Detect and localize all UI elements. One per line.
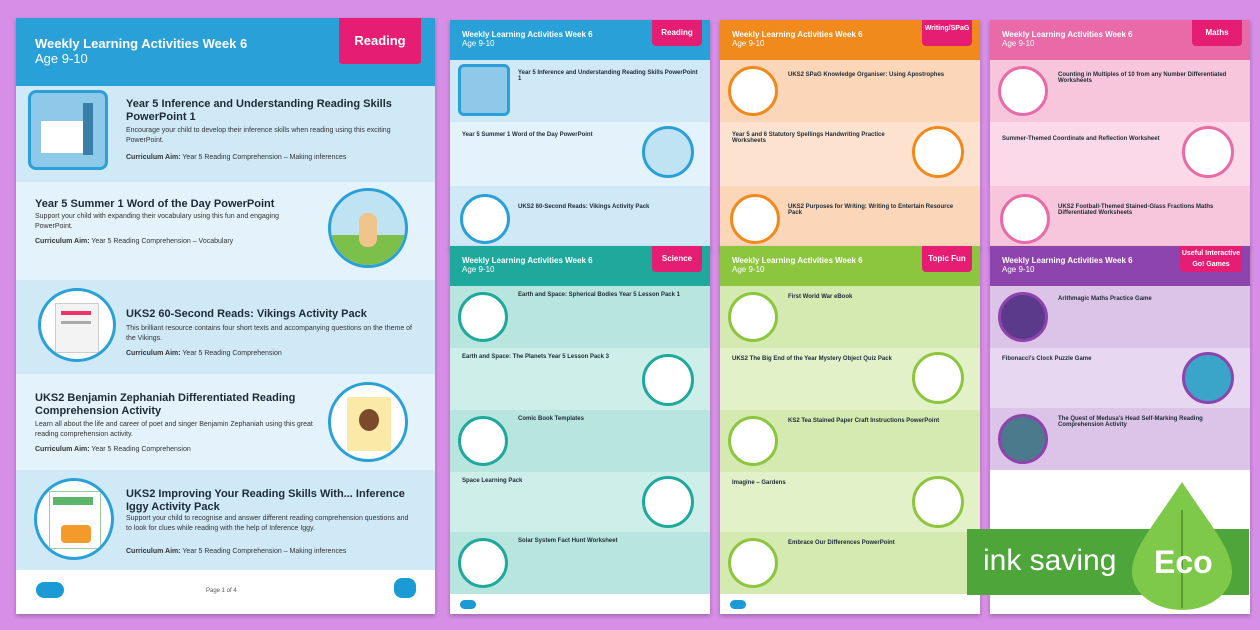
sheet-header bbox=[450, 20, 710, 60]
eco-tag: Eco bbox=[1154, 544, 1213, 580]
list-item[interactable] bbox=[720, 60, 980, 122]
subject-badge: Maths bbox=[1192, 20, 1242, 46]
sheet-age: Age 9-10 bbox=[462, 39, 495, 48]
resource-title: Comic Book Templates bbox=[518, 416, 584, 422]
resource-thumbnail bbox=[458, 64, 510, 116]
resource-thumbnail bbox=[642, 126, 694, 178]
sheet-header bbox=[720, 20, 980, 60]
reading-sheet-large bbox=[16, 18, 435, 614]
sheet-age: Age 9-10 bbox=[35, 51, 88, 66]
resource-thumbnail bbox=[728, 538, 778, 588]
reading-sheet bbox=[450, 20, 710, 250]
list-item[interactable] bbox=[16, 182, 435, 280]
science-sheet bbox=[450, 246, 710, 614]
resource-thumbnail bbox=[458, 538, 508, 588]
sheet-footer bbox=[16, 570, 435, 614]
twinkl-go-logo bbox=[394, 578, 416, 598]
resource-thumbnail bbox=[1000, 194, 1050, 244]
list-item[interactable] bbox=[990, 286, 1250, 348]
list-item[interactable] bbox=[16, 374, 435, 470]
subject-badge: Useful Interactive Go! Games bbox=[1180, 246, 1242, 272]
list-item[interactable] bbox=[450, 186, 710, 250]
resource-title: KS2 Tea Stained Paper Craft Instructions PowerPoint bbox=[788, 418, 940, 424]
resource-thumbnail bbox=[1182, 126, 1234, 178]
resource-thumbnail bbox=[460, 194, 510, 244]
resource-thumbnail bbox=[458, 292, 508, 342]
resource-thumbnail bbox=[728, 416, 778, 466]
list-item[interactable] bbox=[720, 410, 980, 472]
subject-badge: Science bbox=[652, 246, 702, 272]
resource-title: The Quest of Medusa's Head Self-Marking Reading Comprehension Activity bbox=[1058, 416, 1203, 428]
resource-title: Year 5 Inference and Understanding Reading Skills PowerPoint 1 bbox=[126, 98, 392, 123]
resource-title: Solar System Fact Hunt Worksheet bbox=[518, 538, 618, 544]
list-item[interactable] bbox=[720, 186, 980, 250]
sheet-age: Age 9-10 bbox=[732, 265, 765, 274]
resource-description: Support your child with expanding their vocabulary using this fun and engaging PowerPoint. bbox=[35, 213, 279, 230]
resource-description: Learn all about the life and career of poet and singer Benjamin Zephaniah using this great reading comprehension activity. bbox=[35, 421, 313, 438]
resource-title: UKS2 Benjamin Zephaniah Differentiated Reading Comprehension Activity bbox=[35, 392, 296, 417]
list-item[interactable] bbox=[450, 60, 710, 122]
resource-title: Arithmagic Maths Practice Game bbox=[1058, 296, 1152, 302]
list-item[interactable] bbox=[16, 280, 435, 374]
resource-thumbnail bbox=[458, 416, 508, 466]
resource-title: Embrace Our Differences PowerPoint bbox=[788, 540, 895, 546]
sheet-title: Weekly Learning Activities Week 6 bbox=[35, 36, 248, 51]
resource-thumbnail bbox=[642, 354, 694, 406]
list-item[interactable] bbox=[720, 122, 980, 186]
sheet-title: Weekly Learning Activities Week 6 bbox=[1002, 30, 1133, 39]
sheet-header bbox=[16, 18, 435, 86]
list-item[interactable] bbox=[990, 60, 1250, 122]
resource-title: Counting in Multiples of 10 from any Number Differentiated Worksheets bbox=[1058, 72, 1227, 84]
resource-title: Year 5 Inference and Understanding Reading Skills PowerPoint 1 bbox=[518, 70, 698, 82]
twinkl-logo bbox=[730, 600, 746, 609]
list-item[interactable] bbox=[450, 410, 710, 472]
maths-sheet bbox=[990, 20, 1250, 250]
resource-title: Year 5 Summer 1 Word of the Day PowerPoint bbox=[462, 132, 593, 138]
list-item[interactable] bbox=[990, 348, 1250, 408]
subject-badge: Topic Fun bbox=[922, 246, 972, 272]
resource-title: Space Learning Pack bbox=[462, 478, 523, 484]
resource-thumbnail bbox=[328, 188, 408, 268]
list-item[interactable] bbox=[450, 122, 710, 186]
sheet-title: Weekly Learning Activities Week 6 bbox=[732, 30, 863, 39]
resource-thumbnail bbox=[34, 478, 114, 560]
resource-title: Year 5 Summer 1 Word of the Day PowerPoint bbox=[35, 198, 275, 210]
writing-sheet bbox=[720, 20, 980, 250]
subject-badge: Writing/SPaG bbox=[922, 20, 972, 46]
resource-description: This brilliant resource contains four short texts and accompanying questions on the theme of the Vikings. bbox=[126, 325, 412, 342]
resource-thumbnail bbox=[912, 476, 964, 528]
sheet-header bbox=[720, 246, 980, 286]
twinkl-logo bbox=[36, 582, 64, 598]
list-item[interactable] bbox=[16, 86, 435, 182]
curriculum-aim: Curriculum Aim: Year 5 Reading Comprehension – Vocabulary bbox=[35, 238, 234, 245]
curriculum-aim: Curriculum Aim: Year 5 Reading Comprehension bbox=[126, 350, 282, 357]
list-item[interactable] bbox=[450, 348, 710, 410]
resource-thumbnail bbox=[998, 66, 1048, 116]
resource-title: UKS2 60-Second Reads: Vikings Activity Pack bbox=[518, 204, 650, 210]
list-item[interactable] bbox=[720, 472, 980, 532]
sheet-footer bbox=[450, 594, 710, 614]
resource-thumbnail bbox=[1182, 352, 1234, 404]
resource-thumbnail bbox=[728, 292, 778, 342]
sheet-header bbox=[990, 246, 1250, 286]
page-number: Page 1 of 4 bbox=[206, 588, 237, 594]
resource-title: Earth and Space: The Planets Year 5 Lesson Pack 3 bbox=[462, 354, 609, 360]
list-item[interactable] bbox=[990, 408, 1250, 470]
list-item[interactable] bbox=[450, 286, 710, 348]
list-item[interactable] bbox=[720, 348, 980, 410]
resource-description: Encourage your child to develop their inference skills when reading using this exciting PowerPoint. bbox=[126, 127, 391, 144]
sheet-header bbox=[990, 20, 1250, 60]
sheet-title: Weekly Learning Activities Week 6 bbox=[462, 30, 593, 39]
sheet-title: Weekly Learning Activities Week 6 bbox=[1002, 256, 1133, 265]
list-item[interactable] bbox=[450, 532, 710, 594]
ink-saving-label: ink saving bbox=[983, 544, 1117, 577]
resource-title: First World War eBook bbox=[788, 294, 853, 300]
list-item[interactable] bbox=[450, 472, 710, 532]
resource-title: UKS2 60-Second Reads: Vikings Activity Pack bbox=[126, 308, 367, 320]
list-item[interactable] bbox=[720, 286, 980, 348]
resource-thumbnail bbox=[38, 288, 116, 362]
resource-title: Summer-Themed Coordinate and Reflection Worksheet bbox=[1002, 136, 1160, 142]
resource-thumbnail bbox=[912, 126, 964, 178]
resource-thumbnail bbox=[328, 382, 408, 462]
resource-thumbnail bbox=[642, 476, 694, 528]
list-item[interactable] bbox=[720, 532, 980, 594]
list-item[interactable] bbox=[16, 470, 435, 570]
resource-title: Year 5 and 6 Statutory Spellings Handwriting Practice Worksheets bbox=[732, 132, 885, 144]
twinkl-logo bbox=[460, 600, 476, 609]
resource-thumbnail bbox=[912, 352, 964, 404]
subject-badge: Reading bbox=[339, 18, 421, 64]
curriculum-aim: Curriculum Aim: Year 5 Reading Comprehension – Making inferences bbox=[126, 154, 347, 161]
resource-title: Imagine – Gardens bbox=[732, 480, 786, 486]
sheet-footer bbox=[720, 594, 980, 614]
resource-thumbnail bbox=[998, 292, 1048, 342]
resource-thumbnail bbox=[28, 90, 108, 170]
resource-title: Fibonacci's Clock Puzzle Game bbox=[1002, 356, 1092, 362]
sheet-age: Age 9-10 bbox=[732, 39, 765, 48]
sheet-age: Age 9-10 bbox=[1002, 265, 1035, 274]
resource-title: UKS2 SPaG Knowledge Organiser: Using Apostrophes bbox=[788, 72, 945, 78]
resource-title: UKS2 Football-Themed Stained-Glass Fractions Maths Differentiated Worksheets bbox=[1058, 204, 1214, 216]
resource-title: UKS2 The Big End of the Year Mystery Object Quiz Pack bbox=[732, 356, 892, 362]
resource-description: Support your child to recognise and answer different reading comprehension questions and to look for clues while reading with the help of Inference Iggy. bbox=[126, 515, 409, 532]
sheet-age: Age 9-10 bbox=[462, 265, 495, 274]
resource-title: UKS2 Purposes for Writing: Writing to Entertain Resource Pack bbox=[788, 204, 954, 216]
curriculum-aim: Curriculum Aim: Year 5 Reading Comprehension bbox=[35, 446, 191, 453]
list-item[interactable] bbox=[990, 122, 1250, 186]
resource-title: UKS2 Improving Your Reading Skills With... Inference Iggy Activity Pack bbox=[126, 488, 405, 513]
sheet-title: Weekly Learning Activities Week 6 bbox=[732, 256, 863, 265]
resource-title: Earth and Space: Spherical Bodies Year 5 Lesson Pack 1 bbox=[518, 292, 680, 298]
curriculum-aim: Curriculum Aim: Year 5 Reading Comprehension – Making inferences bbox=[126, 548, 347, 555]
sheet-title: Weekly Learning Activities Week 6 bbox=[462, 256, 593, 265]
resource-thumbnail bbox=[998, 414, 1048, 464]
sheet-age: Age 9-10 bbox=[1002, 39, 1035, 48]
subject-badge: Reading bbox=[652, 20, 702, 46]
resource-thumbnail bbox=[730, 194, 780, 244]
sheet-header bbox=[450, 246, 710, 286]
list-item[interactable] bbox=[990, 186, 1250, 250]
resource-thumbnail bbox=[728, 66, 778, 116]
topic-fun-sheet bbox=[720, 246, 980, 614]
